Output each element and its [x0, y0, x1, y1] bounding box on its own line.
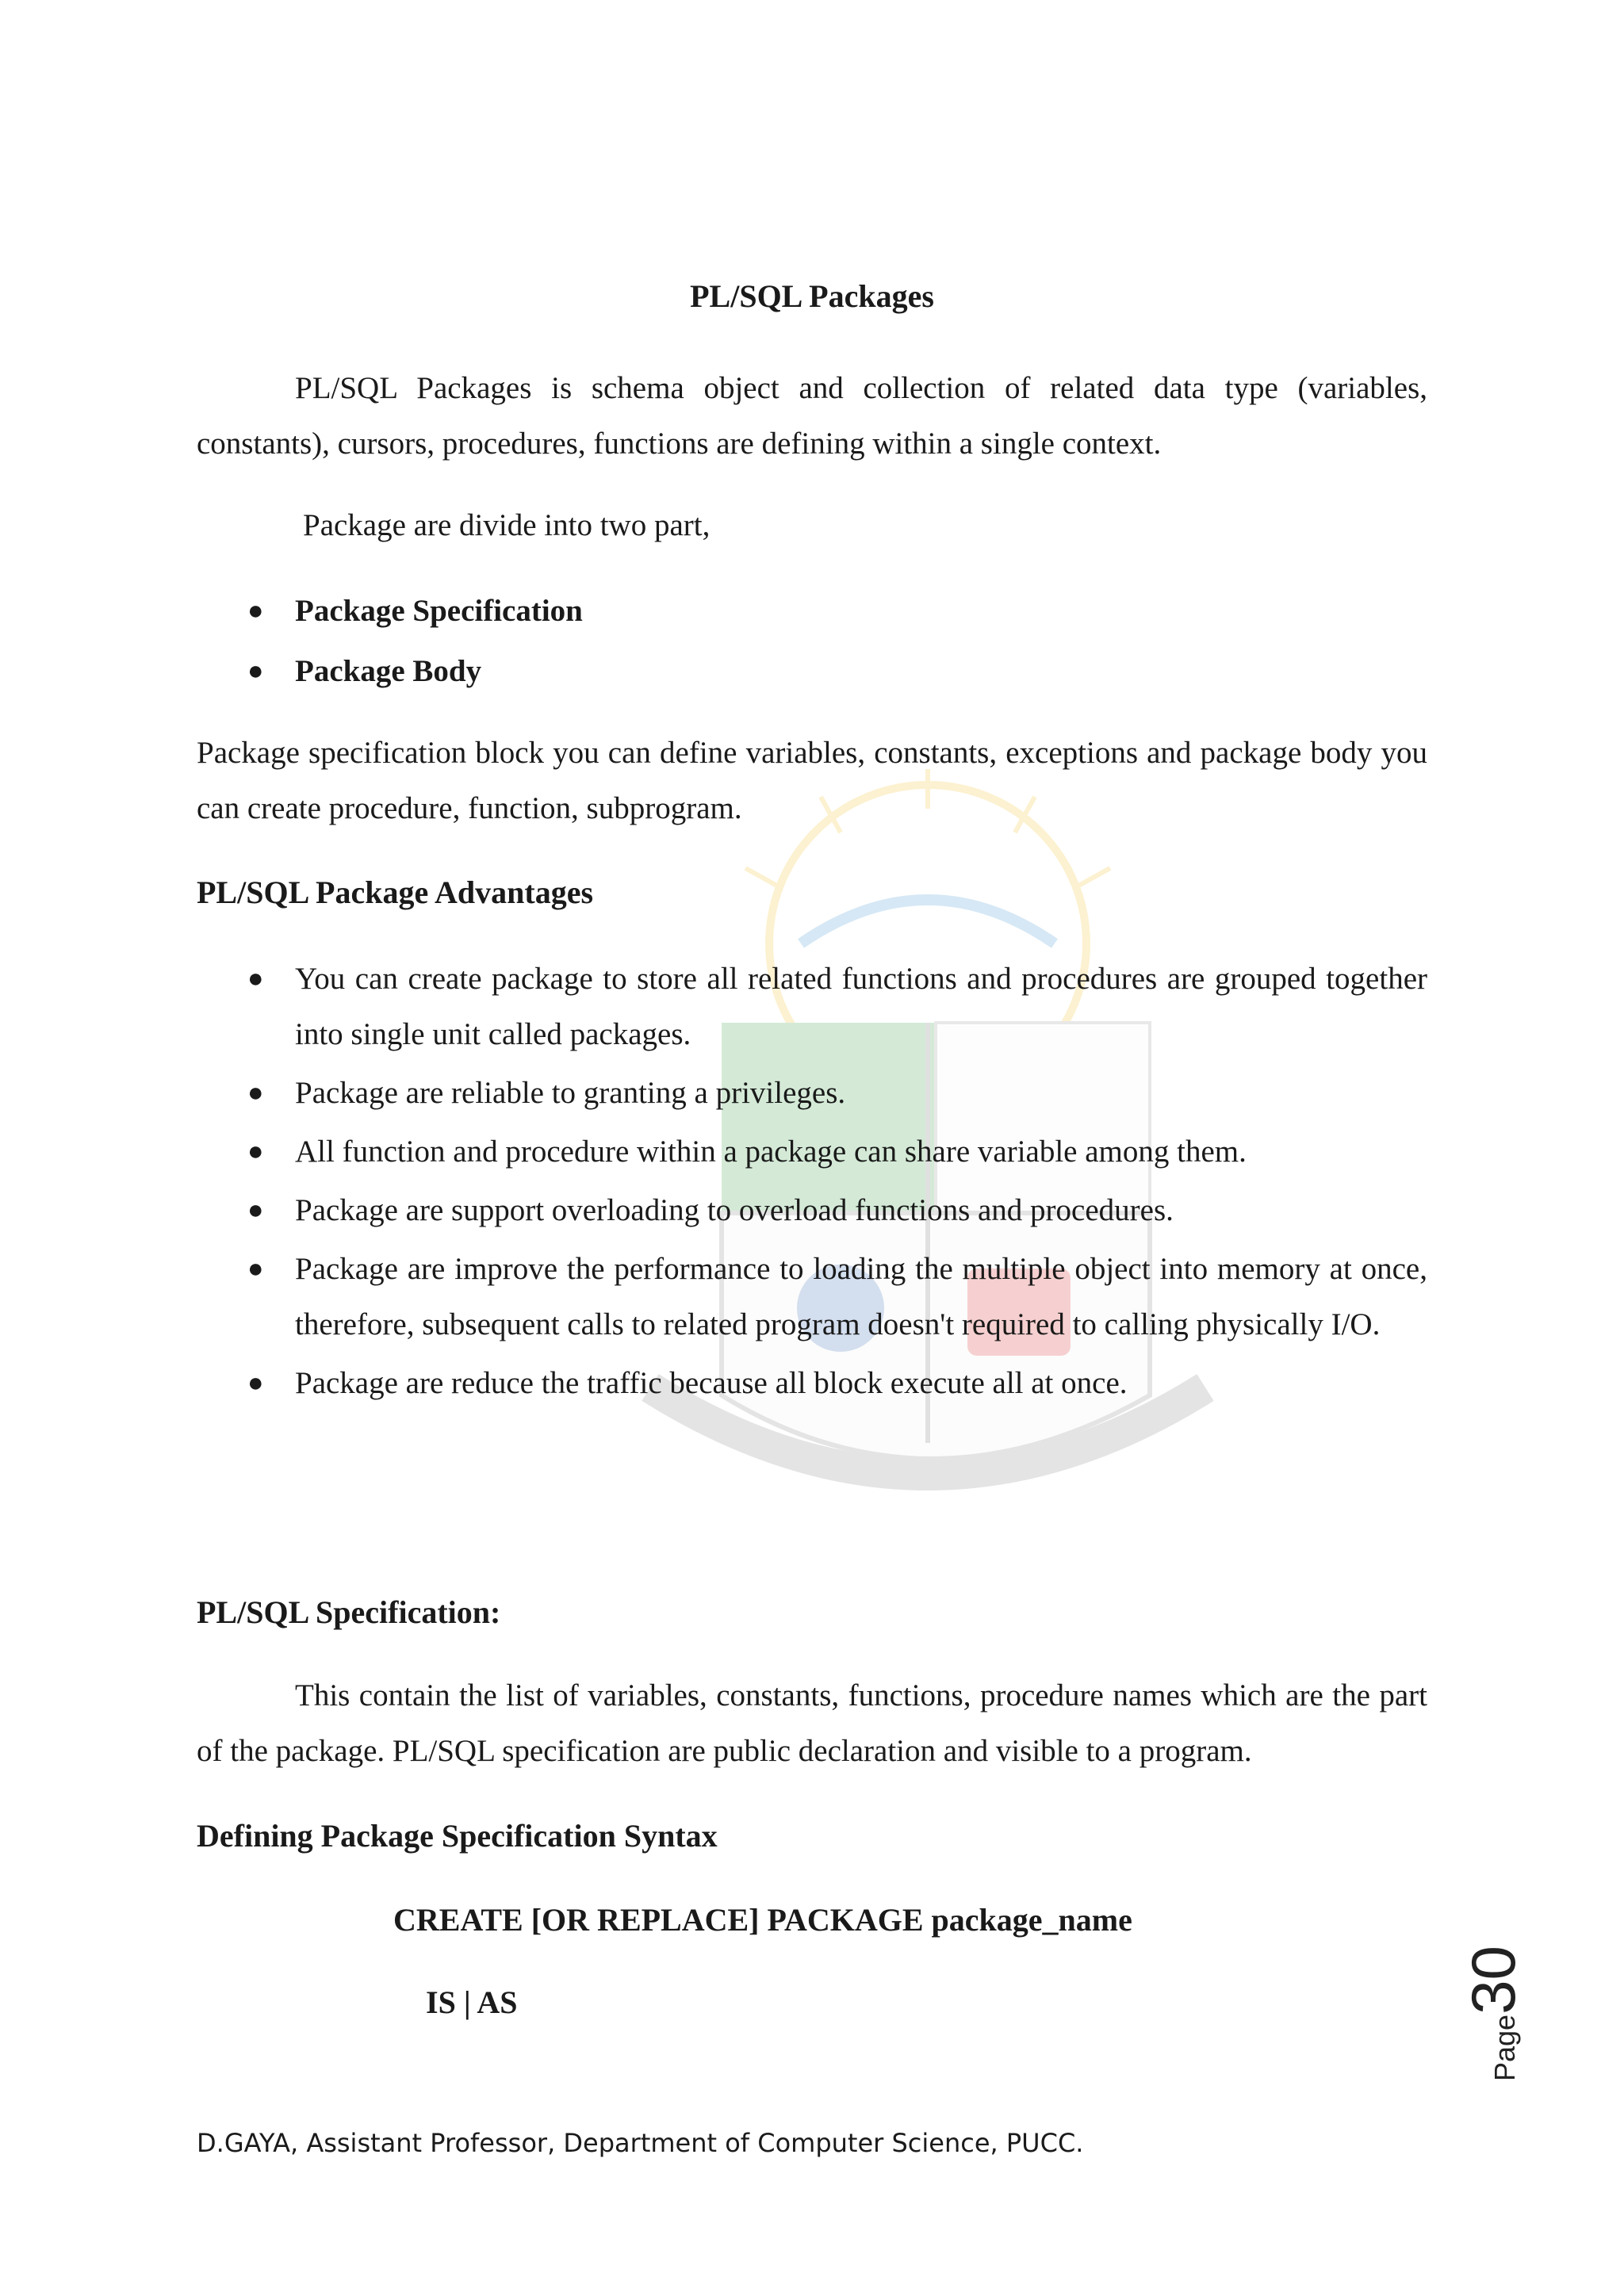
intro-paragraph: PL/SQL Packages is schema object and collection of related data type (variables, constants), cursors, procedures, functions are defining within a single context.: [197, 371, 1427, 461]
bullet-icon: ●: [247, 964, 264, 993]
bullet-icon: ●: [247, 1368, 264, 1398]
list-item: ● Package are reduce the traffic because all block execute all at once.: [197, 1356, 1427, 1411]
bullet-icon: ●: [247, 656, 264, 686]
syntax-line-create: CREATE [OR REPLACE] PACKAGE package_name: [393, 1902, 1132, 1938]
bullet-icon: ●: [247, 1078, 264, 1108]
bullet-icon: ●: [247, 1196, 264, 1225]
page-number-value: 30: [1458, 1946, 1528, 2015]
advantages-heading: PL/SQL Package Advantages: [197, 874, 594, 910]
bullet-icon: ●: [247, 1137, 264, 1166]
package-parts-list: [197, 584, 1427, 704]
bullet-icon: ●: [247, 1254, 264, 1284]
list-item: ● Package are improve the performance to loading the multiple object into memory at once, therefore, subsequent calls to related program doesn't required to calling physically I/O.: [197, 1242, 1427, 1353]
spec-body-paragraph: Package specification block you can define variables, constants, exceptions and package body you can create procedure, function, subprogram.: [197, 736, 1427, 825]
list-item: ● You can create package to store all related functions and procedures are grouped together into single unit called packages.: [197, 951, 1427, 1062]
page-label: Page: [1488, 2014, 1521, 2081]
specification-heading: PL/SQL Specification:: [197, 1594, 501, 1630]
list-item: ● All function and procedure within a package can share variable among them.: [197, 1124, 1427, 1180]
list-item: ● Package Specification: [197, 584, 1427, 639]
list-item: ● Package are reliable to granting a privileges.: [197, 1066, 1427, 1121]
syntax-heading: Defining Package Specification Syntax: [197, 1818, 718, 1854]
page-number: [1457, 1946, 1600, 2137]
syntax-line-is-as: IS | AS: [426, 1984, 518, 2020]
specification-paragraph: This contain the list of variables, constants, functions, procedure names which are the part of the package. PL/SQL specification are public declaration and visible to a program.: [197, 1678, 1427, 1768]
list-item: ● Package Body: [197, 644, 1427, 699]
divide-text: Package are divide into two part,: [303, 508, 710, 542]
page-title: PL/SQL Packages: [690, 278, 934, 314]
advantages-list: [197, 951, 1427, 1414]
bullet-icon: ●: [247, 596, 264, 626]
footer-author: D.GAYA, Assistant Professor, Department of Computer Science, PUCC.: [197, 2128, 1084, 2158]
list-item: ● Package are support overloading to overload functions and procedures.: [197, 1183, 1427, 1238]
